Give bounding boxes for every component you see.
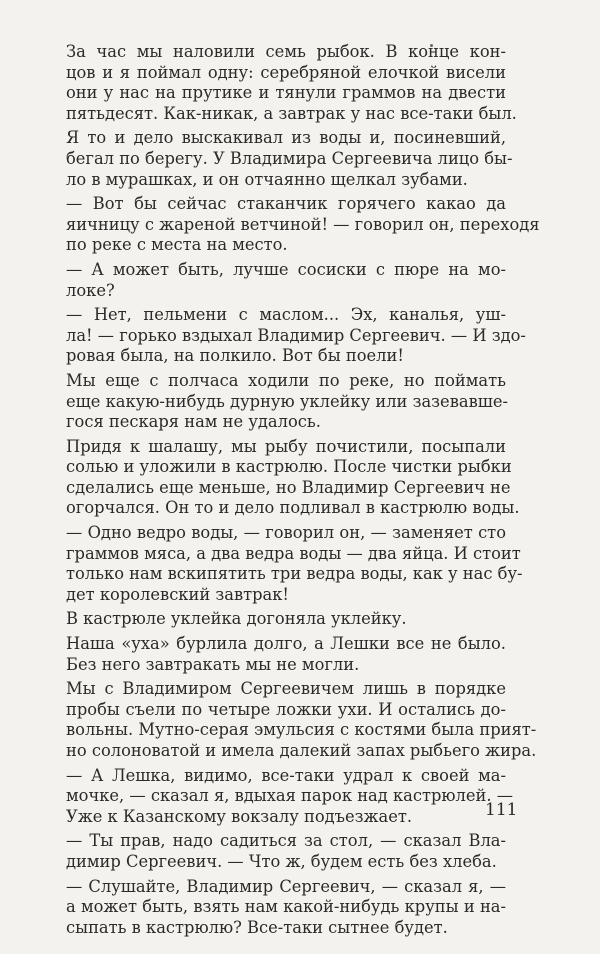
text-line: — Нет, пельмени с маслом... Эх, каналья, уш- <box>66 305 506 325</box>
paragraph <box>66 194 540 256</box>
text-line: Без него завтракать мы не могли. <box>66 654 360 674</box>
paragraph <box>66 523 523 605</box>
text-line: сделались еще меньше, но Владимир Сергеевич не <box>66 477 511 497</box>
text-line: солью и уложили в кастрюлю. После чистки рыбки <box>66 457 512 477</box>
paragraph <box>66 260 506 301</box>
text-line: бегал по берегу. У Владимира Сергеевича лицо бы- <box>66 148 513 168</box>
text-line: Мы с Владимиром Сергеевичем лишь в порядке <box>66 679 506 699</box>
text-line: Наша «уха» бурлила долго, а Лешки все не было. <box>66 634 506 654</box>
text-line: яичницу с жареной ветчиной! — говорил он, переходя <box>66 214 540 234</box>
page-number: 111 <box>485 800 518 820</box>
text-line: пятьдесят. Как-никак, а завтрак у нас все-таки был. <box>66 103 517 123</box>
text-line: а может быть, взять нам какой-нибудь крупы и на- <box>66 897 506 917</box>
text-line: граммов мяса, а два ведра воды — два яйца. И стоит <box>66 543 521 563</box>
paragraph <box>66 370 509 433</box>
paragraph <box>66 765 514 828</box>
text-line: — А Лешка, видимо, все-таки удрал к своей ма- <box>66 765 506 785</box>
paragraph <box>66 436 520 519</box>
text-line: — Одно ведро воды, — говорил он, — заменяет сто <box>66 523 506 543</box>
text-line: ла! — горько вздыхал Владимир Сергеевич. — И здо- <box>66 325 526 345</box>
text-line: димир Сергеевич. — Что ж, будем есть без хлеба. <box>66 851 497 871</box>
paragraph <box>66 679 537 761</box>
paragraph <box>66 42 517 124</box>
paragraph <box>66 609 506 630</box>
text-line: дет королевский завтрак! <box>66 584 289 604</box>
text-line: цов и я поймал одну: серебряной елочкой висели <box>66 62 506 82</box>
text-line: пробы съели по четыре ложки ухи. И остались до- <box>66 699 506 719</box>
text-line: только нам вскипятить три ведра воды, как у нас бу- <box>66 564 523 584</box>
text-line: За час мы наловили семь рыбок. В конце кон- <box>66 42 506 61</box>
text-line: вольны. Мутно-серая эмульсия с костями была прият- <box>66 720 537 740</box>
paragraph <box>66 305 526 367</box>
text-line: — А может быть, лучше сосиски с пюре на мо- <box>66 259 506 279</box>
text-line: — Вот бы сейчас стаканчик горячего какао да <box>66 194 506 214</box>
text-line: по реке с места на место. <box>66 235 288 255</box>
text-line: мочке, — сказал я, вдыхая парок над кастрюлей. — <box>66 786 514 806</box>
text-line: В кастрюле уклейка догоняла уклейку. <box>66 609 407 629</box>
text-line: Придя к шалашу, мы рыбу почистили, посыпали <box>66 436 506 456</box>
text-line: — Слушайте, Владимир Сергеевич, — сказал я, — <box>66 876 506 896</box>
paragraph <box>66 831 506 872</box>
paragraph <box>66 634 506 675</box>
paragraph <box>66 128 513 190</box>
text-line: Я то и дело выскакивал из воды и, посиневший, <box>66 128 506 148</box>
text-line: огорчался. Он то и дело подливал в кастрюлю воды. <box>66 498 520 518</box>
text-line: сыпать в кастрюлю? Все-таки сытнее будет. <box>66 917 448 937</box>
text-line: но солоноватой и имела далекий запах рыбьего жира. <box>66 741 537 760</box>
text-line: Мы еще с полчаса ходили по реке, но поймать <box>66 370 506 390</box>
text-line: ло в мурашках, и он отчаянно щелкал зубами. <box>66 169 468 189</box>
text-line: Уже к Казанскому вокзалу подъезжает. <box>66 806 413 826</box>
text-line: ровая была, на полкило. Вот бы поели! <box>66 346 404 366</box>
text-line: — Ты прав, надо садиться за стол, — сказал Вла- <box>66 831 506 851</box>
text-line: они у нас на прутике и тянули граммов на двести <box>66 83 506 103</box>
paragraph <box>66 877 506 939</box>
body-text <box>66 42 540 938</box>
text-line: гося пескаря нам не удалось. <box>66 412 321 432</box>
text-line: локе? <box>66 280 115 300</box>
text-line: еще какую-нибудь дурную уклейку или зазевавше- <box>66 391 509 411</box>
